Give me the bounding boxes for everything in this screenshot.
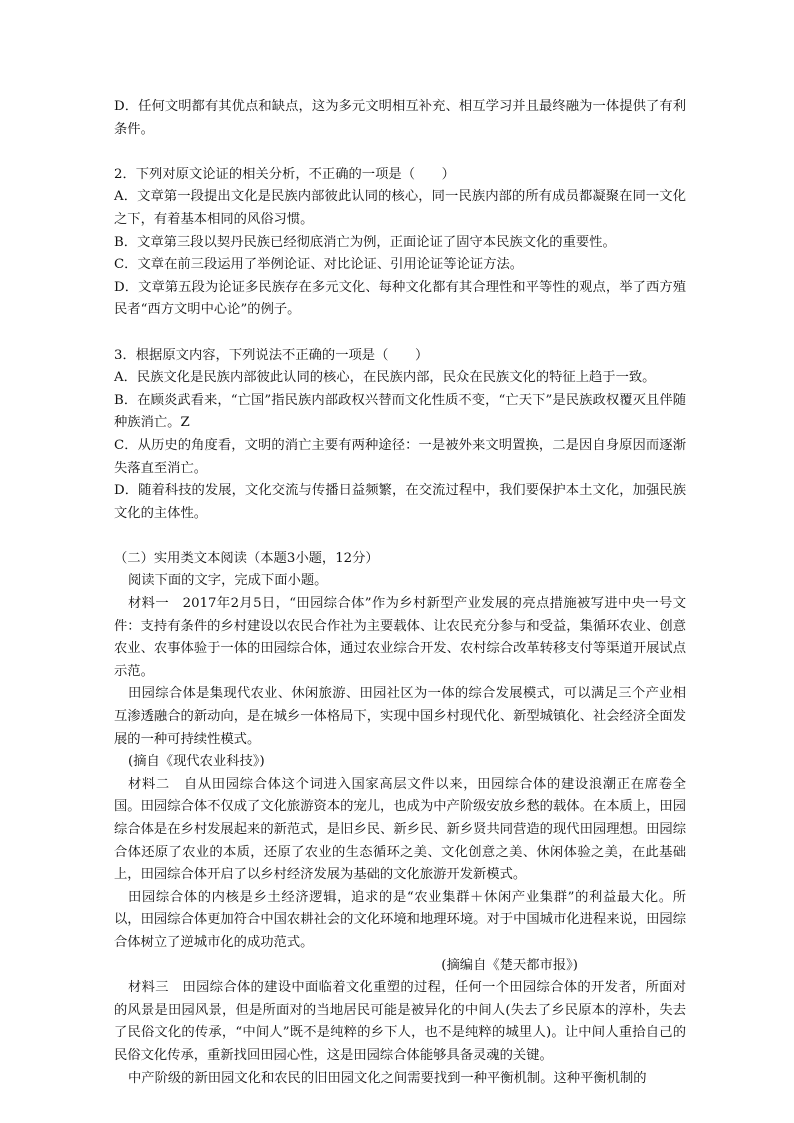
q3-option-a: A．民族文化是民族内部彼此认同的核心，在民族内部，民众在民族文化的特征上趋于一致。 — [114, 370, 656, 386]
q2-option-c: C．文章在前三段运用了举例论证、对比论证、引用论证等论证方法。 — [114, 257, 524, 273]
material3-paragraph-2: 中产阶级的新田园文化和农民的旧田园文化之间需要找到一种平衡机制。这种平衡机制的 — [128, 1070, 647, 1086]
q2-stem: 2．下列对原文论证的相关分析，不正确的一项是（ ） — [114, 166, 455, 182]
material2-source: (摘编自《楚天都市报》) — [441, 957, 578, 973]
document-page — [114, 96, 686, 1090]
q1-option-d: D．任何文明都有其优点和缺点，这为多元文明相互补充、相互学习并且最终融为一体提供了有利条件。 — [114, 99, 686, 137]
spacer — [114, 141, 686, 164]
q3-option-b: B．在顾炎武看来，“亡国”指民族内部政权兴替而文化性质不变，“亡天下”是民族政权覆灭且伴随种族消亡。Z — [114, 392, 686, 431]
material1-paragraph-1: 材料一 2017年2月5日，“田园综合体”作为乡村新型产业发展的亮点措施被写进中央一号文件：支持有条件的乡村建设以农民合作社为主要载体、让农民充分参与和受益，集循环农业、创意农业、农事体验于一体的田园综合体，通过农业综合开发、农村综合改革转移支付等渠道开展试点示范。 — [114, 596, 686, 679]
q2-option-a: A．文章第一段提出文化是民族内部彼此认同的核心，同一民族内部的所有成员都凝聚在同一文化之下，有着基本相同的风俗习惯。 — [114, 189, 686, 227]
material1-paragraph-2: 田园综合体是集现代农业、休闲旅游、田园社区为一体的综合发展模式，可以满足三个产业相互渗透融合的新动向，是在城乡一体格局下，实现中国乡村现代化、新型城镇化、社会经济全面发展的一种可持续性模式。 — [114, 686, 686, 747]
section-instruction: 阅读下面的文字，完成下面小题。 — [128, 573, 328, 589]
material2-paragraph-1: 材料二 自从田园综合体这个词进入国家高层文件以来，田园综合体的建设浪潮正在席卷全国。田园综合体不仅成了文化旅游资本的宠儿，也成为中产阶级安放乡愁的载体。在本质上，田园综合体是在乡村发展起来的新范式，是旧乡民、新乡民、新乡贤共同营造的现代田园理想。田园综合体还原了农业的本质，还原了农业的生态循环之美、文化创意之美、休闲体验之美，在此基础上，田园综合体开启了以乡村经济发展为基础的文化旅游开发新模式。 — [114, 776, 686, 883]
spacer — [114, 322, 686, 345]
spacer — [114, 525, 686, 548]
q2-option-b: B．文章第三段以契丹民族已经彻底消亡为例，正面论证了固守本民族文化的重要性。 — [114, 234, 616, 250]
material1-source: (摘自《现代农业科技》) — [128, 754, 265, 770]
q3-option-d: D．随着科技的发展，文化交流与传播日益频繁，在交流过程中，我们要保护本土文化，加强民族文化的主体性。 — [114, 483, 686, 521]
q3-stem: 3．根据原文内容，下列说法不正确的一项是（ ） — [114, 347, 429, 363]
material2-paragraph-2: 田园综合体的内核是乡土经济逻辑，追求的是“农业集群＋休闲产业集群”的利益最大化。所以，田园综合体更加符合中国农耕社会的文化环境和地理环境。对于中国城市化进程来说，田园综合体树立了逆城市化的成功范式。 — [114, 889, 686, 950]
q2-option-d: D．文章第五段为论证多民族存在多元文化、每种文化都有其合理性和平等性的观点，举了西方殖民者“西方文明中心论”的例子。 — [114, 279, 686, 318]
material3-paragraph-1: 材料三 田园综合体的建设中面临着文化重塑的过程，任何一个田园综合体的开发者，所面对的风景是田园风景，但是所面对的当地居民可能是被异化的中间人(失去了乡民原本的淳朴，失去了民俗文化的传承，“中间人”既不是纯粹的乡下人，也不是纯粹的城里人)。让中间人重拾自己的民俗文化传承，重新找回田园心性，这是田园综合体能够具备灵魂的关键。 — [114, 980, 686, 1063]
section-heading: （二）实用类文本阅读（本题3小题，12分） — [114, 550, 379, 566]
q3-option-c: C．从历史的角度看，文明的消亡主要有两种途径：一是被外来文明置换，二是因自身原因而逐渐失落直至消亡。 — [114, 437, 686, 476]
